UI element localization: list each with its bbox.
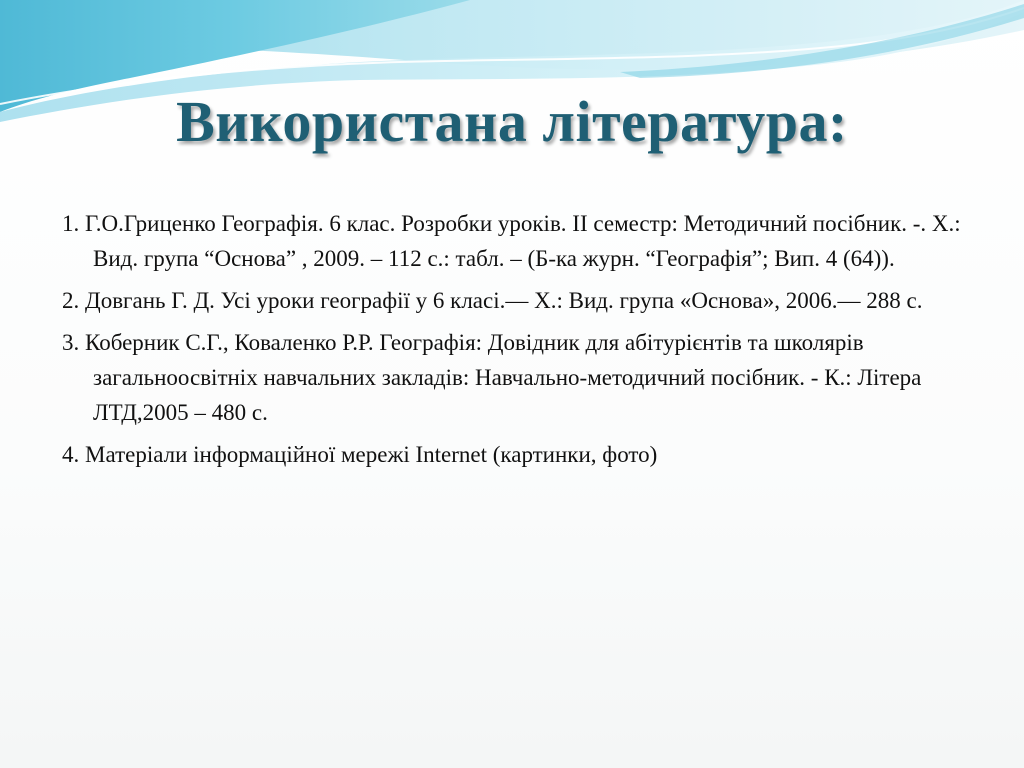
- reference-item: 2. Довгань Г. Д. Усі уроки географії у 6 класі.— Х.: Вид. група «Основа», 2006.— 288 с.: [62, 288, 923, 313]
- reference-item: 4. Матеріали інформаційної мережі Internet (картинки, фото): [62, 442, 658, 467]
- reference-item: 1. Г.О.Гриценко Географія. 6 клас. Розробки уроків. ІІ семестр: Методичний посібник. -. Х.: Вид. група “Основа” , 2009. – 112 с.: табл. – (Б-ка журн. “Географія”; Вип. 4 (64)).: [62, 211, 961, 271]
- reference-item: 3. Коберник С.Г., Коваленко Р.Р. Географія: Довідник для абітурієнтів та школярів загальноосвітніх навчальних закладів: Навчально-методичний посібник. - К.: Літера ЛТД,2005 – 480 с.: [62, 330, 922, 425]
- references-list: [62, 206, 972, 479]
- slide-title: Використана література:: [176, 89, 848, 154]
